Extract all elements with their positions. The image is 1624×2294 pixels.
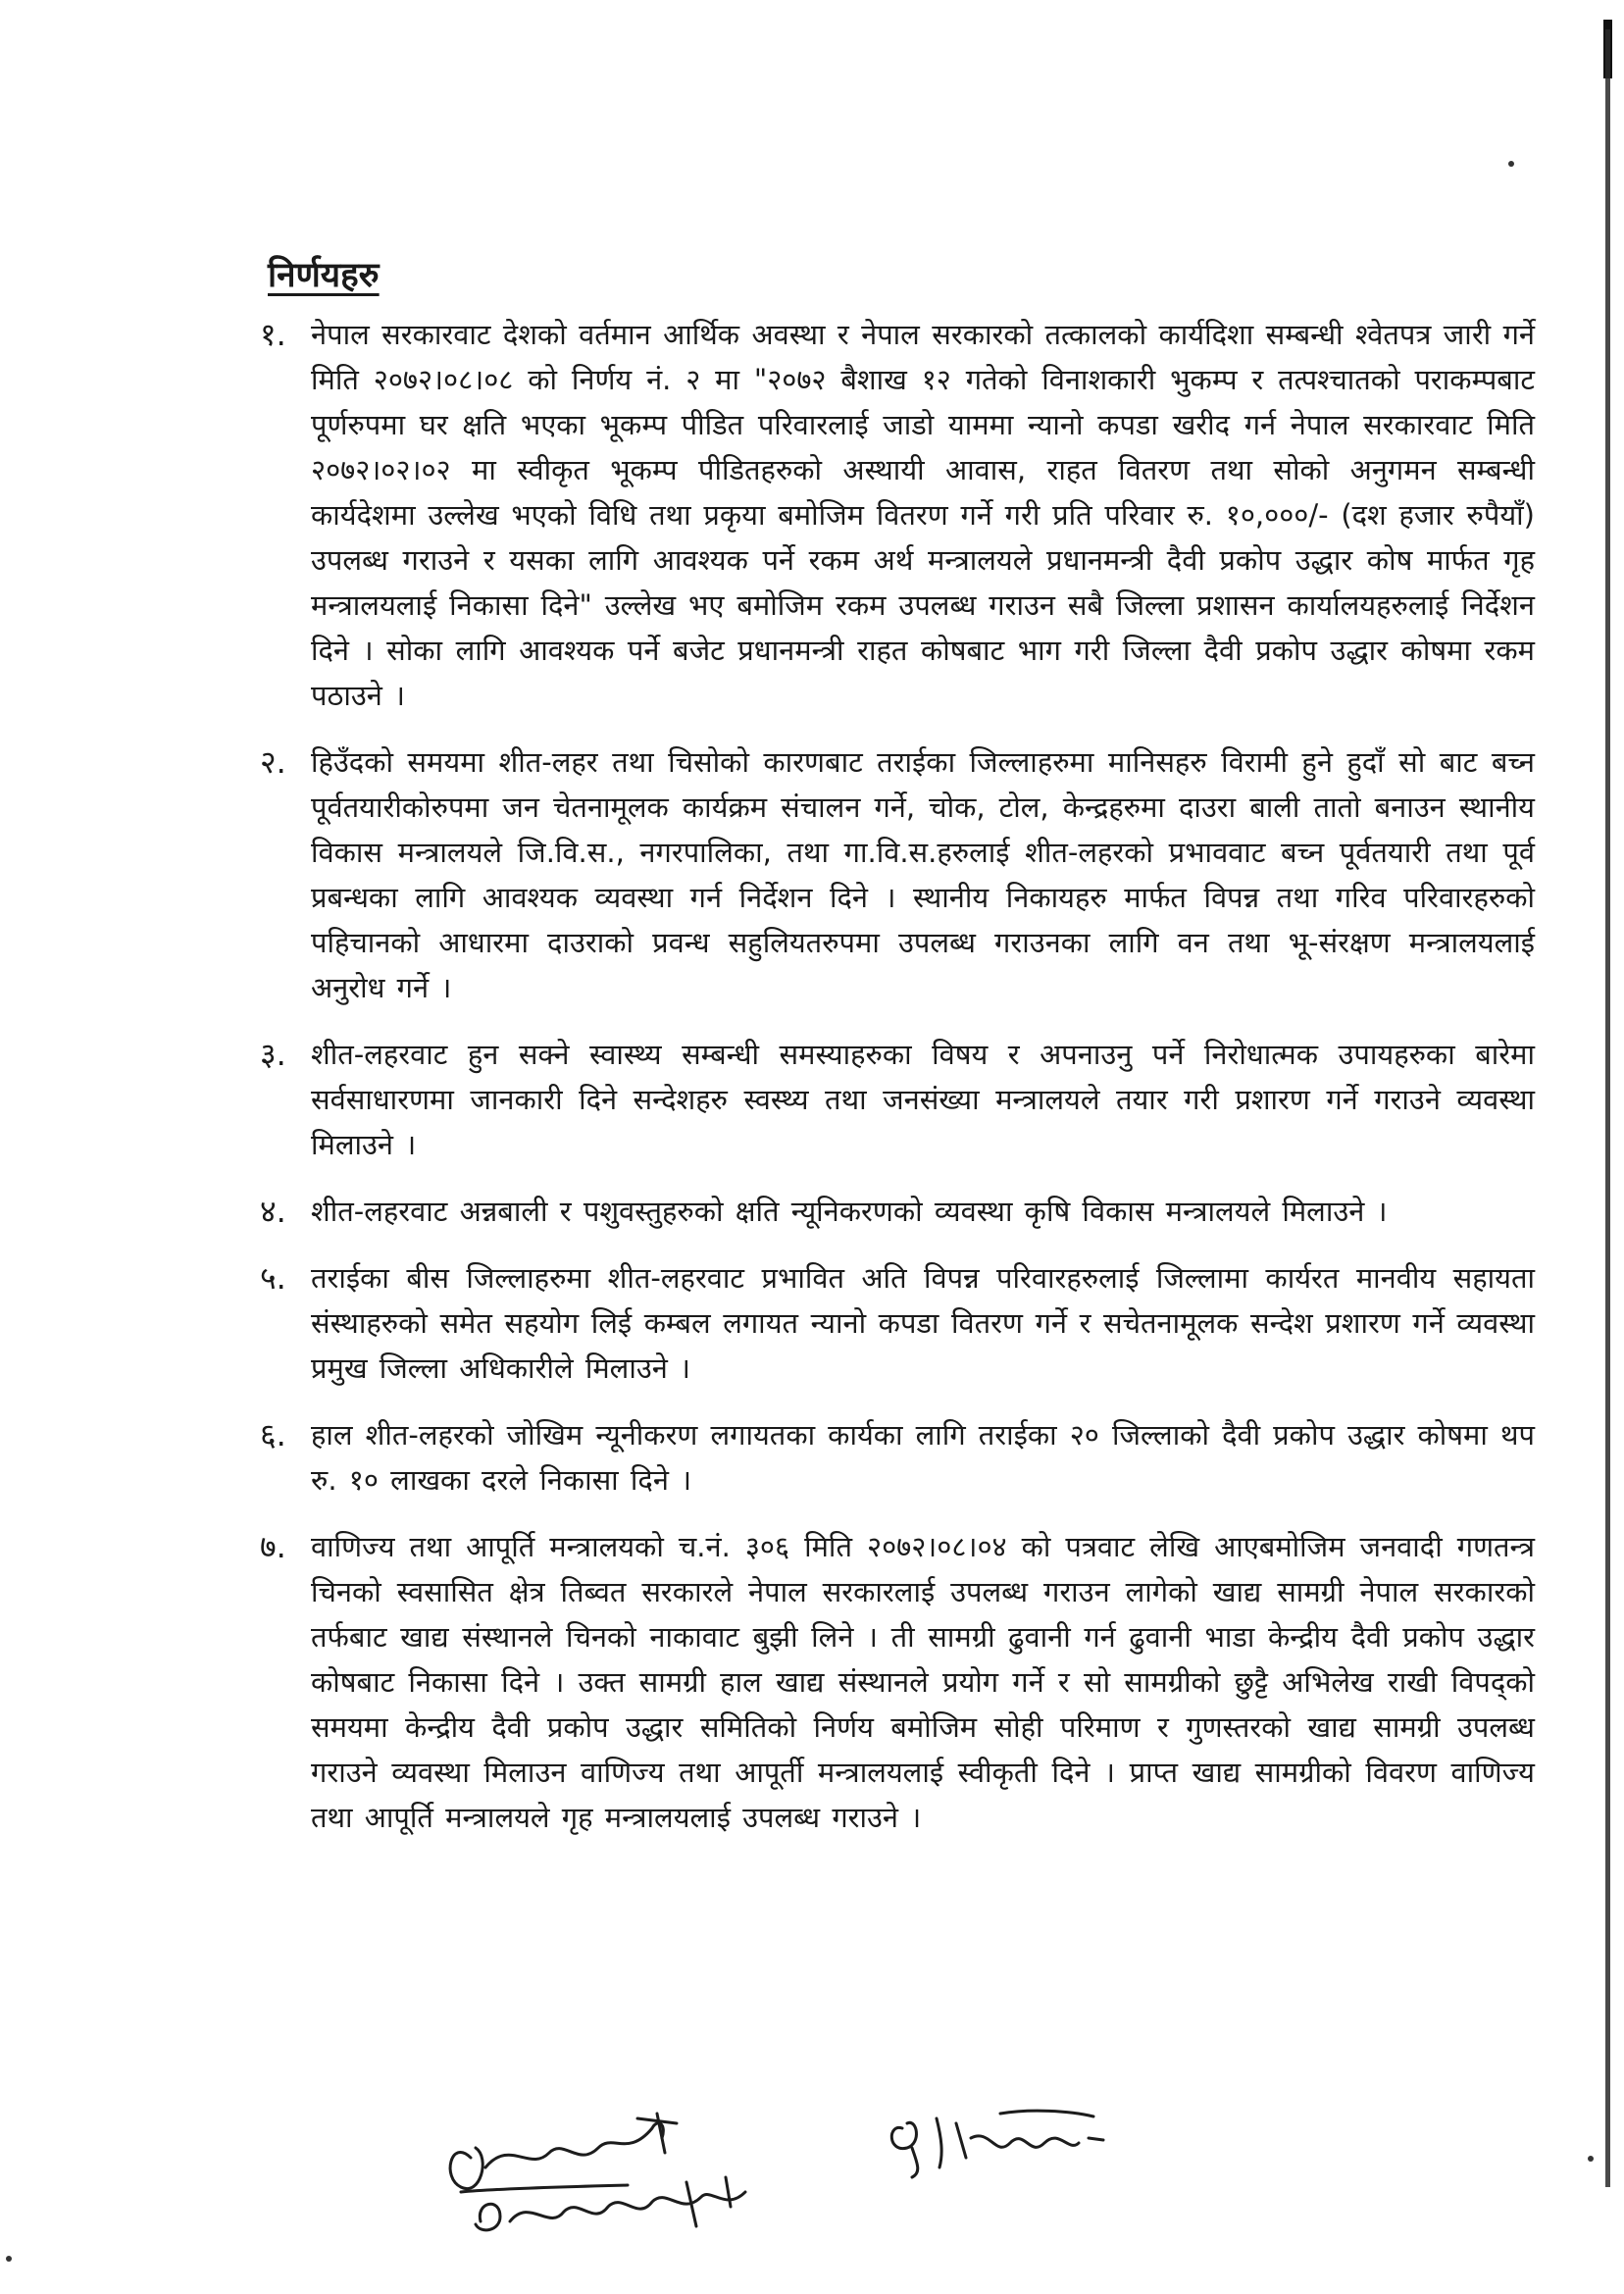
scan-speck bbox=[1588, 2156, 1594, 2162]
decision-text: शीत-लहरवाट अन्नबाली र पशुवस्तुहरुको क्षति न्यूनिकरणको व्यवस्था कृषि विकास मन्त्रालयले मिलाउने । bbox=[311, 1195, 1388, 1228]
decision-text: तराईका बीस जिल्लाहरुमा शीत-लहरवाट प्रभावित अति विपन्न परिवारहरुलाई जिल्लामा कार्यरत मानवीय सहायता संस्थाहरुको समेत सहयोग लिई कम्बल लगायत न्यानो कपडा वितरण गर्ने र सचेतनामूलक सन्देश प्रशारण गर्ने व्यवस्था प्रमुख जिल्ला अधिकारीले मिलाउने । bbox=[311, 1261, 1535, 1385]
decision-item bbox=[260, 312, 1535, 718]
scan-speck bbox=[1508, 161, 1514, 167]
decision-item bbox=[260, 1032, 1535, 1167]
decision-number: ३. bbox=[260, 1036, 286, 1073]
decision-number: ७. bbox=[260, 1528, 286, 1565]
signature-right bbox=[883, 2099, 1138, 2187]
decision-text: नेपाल सरकारवाट देशको वर्तमान आर्थिक अवस्था र नेपाल सरकारको तत्कालको कार्यदिशा सम्बन्धी श्वेतपत्र जारी गर्ने मिति २०७२।०८।०८ को निर्णय नं. २ मा "२०७२ बैशाख १२ गतेको विनाशकारी भुकम्प र तत्पश्चातको पराकम्पबाट पूर्णरुपमा घर क्षति भएका भूकम्प पीडित परिवारलाई जाडो याममा न्यानो कपडा खरीद गर्न नेपाल सरकारवाट मिति २०७२।०२।०२ मा स्वीकृत भूकम्प पीडितहरुको अस्थायी आवास, राहत वितरण तथा सोको अनुगमन सम्बन्धी कार्यदेशमा उल्लेख भएको विधि तथा प्रकृया बमोजिम वितरण गर्ने गरी प्रति परिवार रु. १०,०००/- (दश हजार रुपैयाँ) उपलब्ध गराउने र यसका लागि आवश्यक पर्ने रकम अर्थ मन्त्रालयले प्रधानमन्त्री दैवी प्रकोप उद्धार कोष मार्फत गृह मन्त्रालयलाई निकासा दिने" उल्लेख भए बमोजिम रकम उपलब्ध गराउन सबै जिल्ला प्रशासन कार्यालयहरुलाई निर्देशन दिने । सोका लागि आवश्यक पर्ने बजेट प्रधानमन्त्री राहत कोषबाट भाग गरी जिल्ला दैवी प्रकोप उद्धार कोषमा रकम पठाउने । bbox=[311, 318, 1535, 712]
decision-item bbox=[260, 1524, 1535, 1840]
decision-number: १. bbox=[260, 316, 286, 353]
decision-text: वाणिज्य तथा आपूर्ति मन्त्रालयको च.नं. ३०६ मिति २०७२।०८।०४ को पत्रवाट लेखि आएबमोजिम जनवादी गणतन्त्र चिनको स्वसासित क्षेत्र तिब्वत सरकारले नेपाल सरकारलाई उपलब्ध गराउन लागेको खाद्य सामग्री नेपाल सरकारको तर्फबाट खाद्य संस्थानले चिनको नाकावाट बुझी लिने । ती सामग्री ढुवानी गर्न ढुवानी भाडा केन्द्रीय दैवी प्रकोप उद्धार कोषबाट निकासा दिने । उक्त सामग्री हाल खाद्य संस्थानले प्रयोग गर्ने र सो सामग्रीको छुट्टै अभिलेख राखी विपद्को समयमा केन्द्रीय दैवी प्रकोप उद्धार समितिको निर्णय बमोजिम सोही परिमाण र गुणस्तरको खाद्य सामग्री उपलब्ध गराउने व्यवस्था मिलाउन वाणिज्य तथा आपूर्ती मन्त्रालयलाई स्वीकृती दिने । प्राप्त खाद्य सामग्रीको विवरण वाणिज्य तथा आपूर्ति मन्त्रालयले गृह मन्त्रालयलाई उपलब्ध गराउने । bbox=[311, 1530, 1535, 1834]
decision-number: ४. bbox=[260, 1193, 286, 1230]
decision-number: ५. bbox=[260, 1259, 286, 1297]
decision-text: शीत-लहरवाट हुन सक्ने स्वास्थ्य सम्बन्धी समस्याहरुका विषय र अपनाउनु पर्ने निरोधात्मक उपायहरुका बारेमा सर्वसाधारणमा जानकारी दिने सन्देशहरु स्वस्थ्य तथा जनसंख्या मन्त्रालयले तयार गरी प्रशारण गर्ने गराउने व्यवस्था मिलाउने । bbox=[311, 1038, 1535, 1161]
signature-left bbox=[431, 2099, 804, 2246]
decision-list bbox=[260, 312, 1535, 1861]
decision-item bbox=[260, 1189, 1535, 1234]
page-heading: निर्णयहरु bbox=[268, 256, 380, 295]
decision-text: हिउँदको समयमा शीत-लहर तथा चिसोको कारणबाट तराईका जिल्लाहरुमा मानिसहरु विरामी हुने हुदाँ सो बाट बच्न पूर्वतयारीकोरुपमा जन चेतनामूलक कार्यक्रम संचालन गर्ने, चोक, टोल, केन्द्रहरुमा दाउरा बाली तातो बनाउन स्थानीय विकास मन्त्रालयले जि.वि.स., नगरपालिका, तथा गा.वि.स.हरुलाई शीत-लहरको प्रभाववाट बच्न पूर्वतयारी तथा पूर्व प्रबन्धका लागि आवश्यक व्यवस्था गर्न निर्देशन दिने । स्थानीय निकायहरु मार्फत विपन्न तथा गरिव परिवारहरुको पहिचानको आधारमा दाउराको प्रवन्ध सहुलियतरुपमा उपलब्ध गराउनका लागि वन तथा भू-संरक्षण मन्त्रालयलाई अनुरोध गर्ने । bbox=[311, 745, 1535, 1004]
decision-item bbox=[260, 1412, 1535, 1503]
scan-speck bbox=[6, 2256, 12, 2262]
decision-item bbox=[260, 739, 1535, 1010]
decision-text: हाल शीत-लहरको जोखिम न्यूनीकरण लगायतका कार्यका लागि तराईका २० जिल्लाको दैवी प्रकोप उद्धार कोषमा थप रु. १० लाखका दरले निकासा दिने । bbox=[311, 1418, 1535, 1497]
decision-number: ६. bbox=[260, 1416, 286, 1453]
decision-item bbox=[260, 1255, 1535, 1391]
scan-edge-line bbox=[1605, 29, 1610, 2187]
decision-number: २. bbox=[260, 743, 286, 781]
